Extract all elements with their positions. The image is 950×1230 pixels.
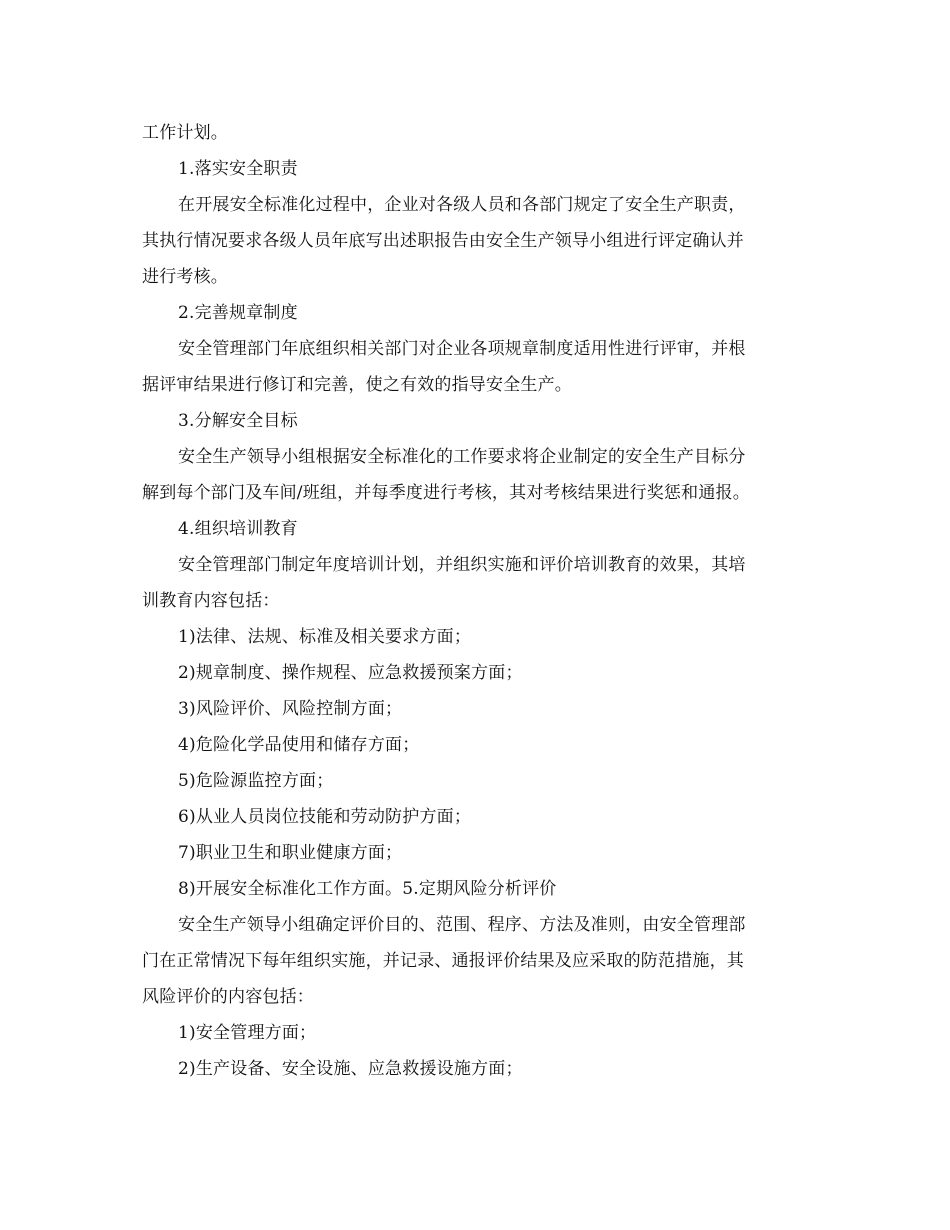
text-line: 安全生产领导小组根据安全标准化的工作要求将企业制定的安全生产目标分 (178, 447, 746, 467)
text-line: 进行考核。 (142, 267, 228, 287)
list-item: 1)法律、法规、标准及相关要求方面； (178, 627, 472, 647)
text-line: 在开展安全标准化过程中，企业对各级人员和各部门规定了安全生产职责， (178, 195, 746, 215)
list-item: 5)危险源监控方面； (178, 771, 334, 791)
list-item: 2)生产设备、安全设施、应急救援设施方面； (178, 1059, 523, 1079)
text-line: 安全生产领导小组确定评价目的、范围、程序、方法及准则，由安全管理部 (178, 915, 746, 935)
text-line: 门在正常情况下每年组织实施，并记录、通报评价结果及应采取的防范措施，其 (142, 951, 744, 971)
list-item: 2)规章制度、操作规程、应急救援预案方面； (178, 663, 523, 683)
text-line: 安全管理部门制定年度培训计划，并组织实施和评价培训教育的效果，其培 (178, 555, 746, 575)
list-item: 8)开展安全标准化工作方面。5.定期风险分析评价 (178, 879, 557, 899)
section-heading: 4.组织培训教育 (178, 519, 298, 539)
section-heading: 2.完善规章制度 (178, 303, 298, 323)
text-line: 风险评价的内容包括： (142, 987, 314, 1007)
text-line: 据评审结果进行修订和完善，使之有效的指导安全生产。 (142, 375, 572, 395)
list-item: 6)从业人员岗位技能和劳动防护方面； (178, 807, 472, 827)
text-line: 解到每个部门及车间/班组，并每季度进行考核，其对考核结果进行奖惩和通报。 (142, 483, 750, 503)
document-page (142, 115, 807, 1087)
text-line: 工作计划。 (142, 123, 228, 143)
list-item: 1)安全管理方面； (178, 1023, 317, 1043)
text-line: 安全管理部门年底组织相关部门对企业各项规章制度适用性进行评审，并根 (178, 339, 746, 359)
section-heading: 3.分解安全目标 (178, 411, 298, 431)
list-item: 4)危险化学品使用和储存方面； (178, 735, 420, 755)
list-item: 3)风险评价、风险控制方面； (178, 699, 403, 719)
section-heading: 1.落实安全职责 (178, 159, 298, 179)
text-line: 训教育内容包括： (142, 591, 280, 611)
list-item: 7)职业卫生和职业健康方面； (178, 843, 403, 863)
text-line: 其执行情况要求各级人员年底写出述职报告由安全生产领导小组进行评定确认并 (142, 231, 744, 251)
